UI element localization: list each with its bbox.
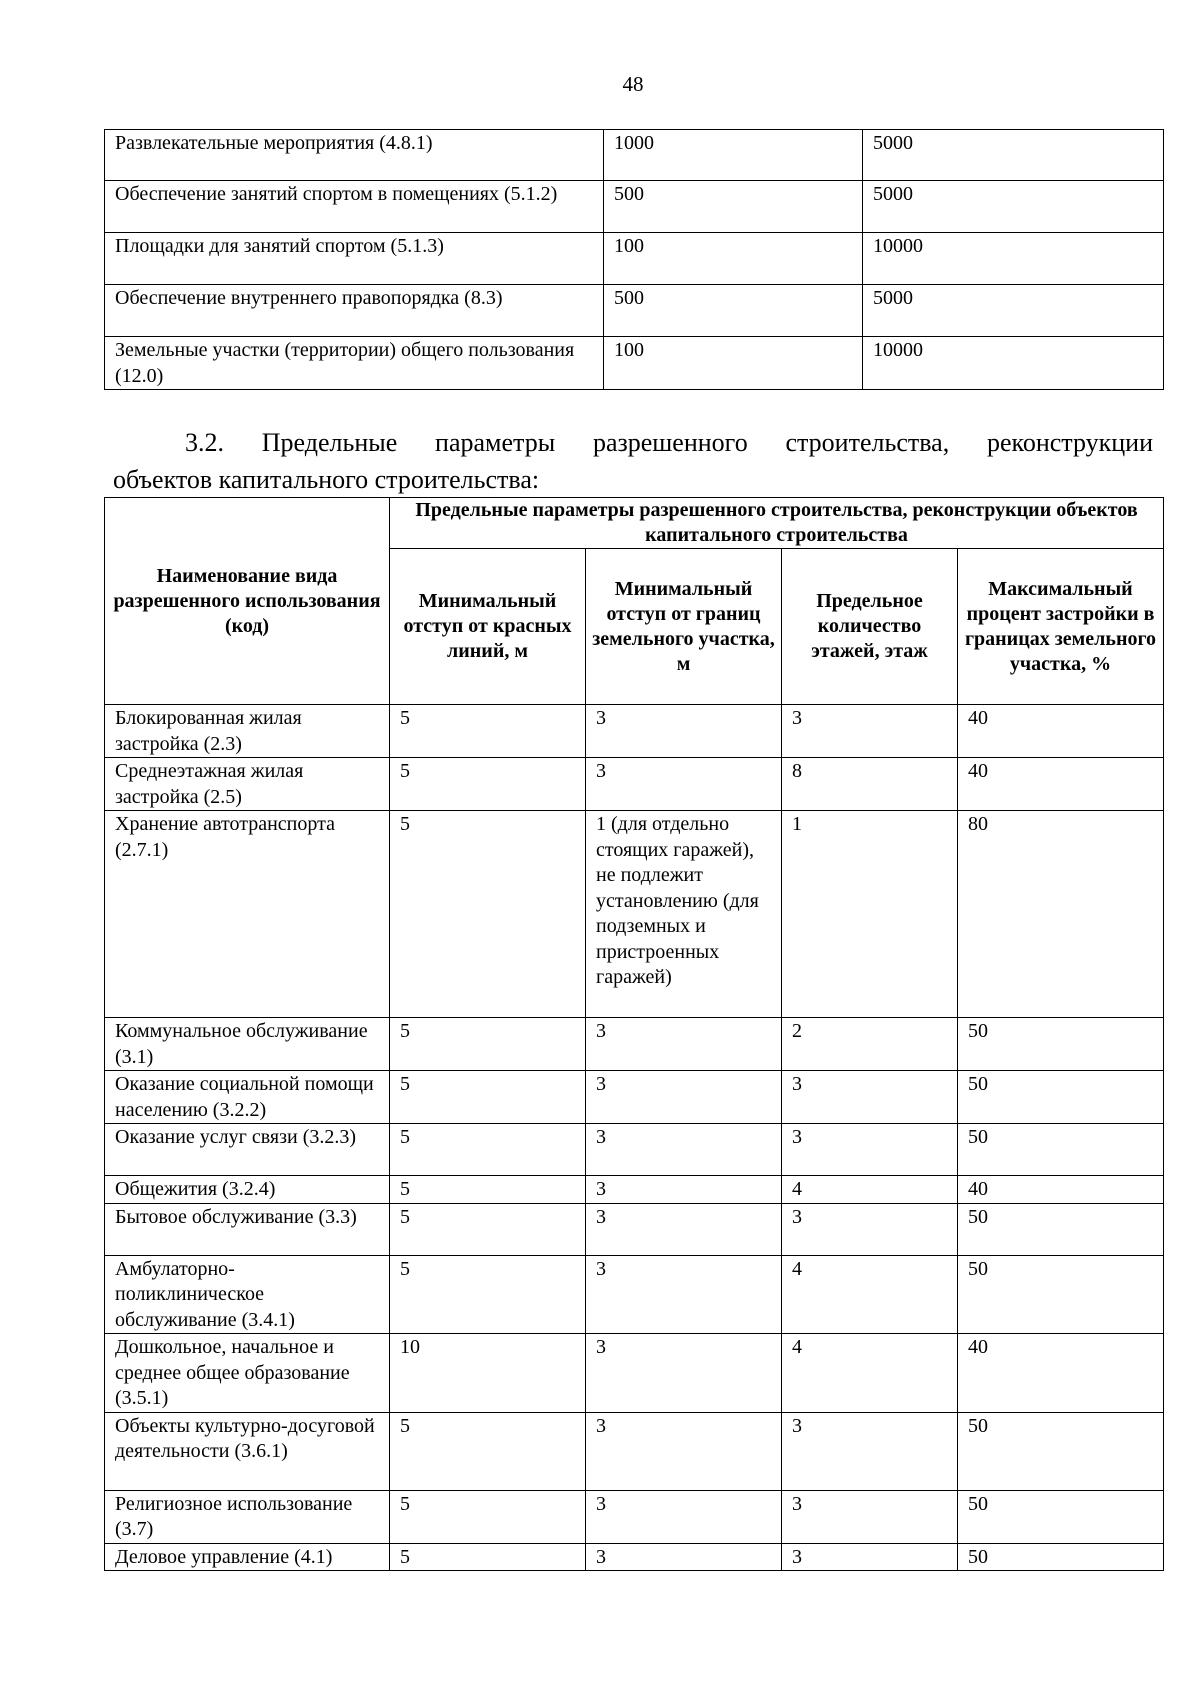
usage-name-cell: Амбулаторно-поликлиническое обслуживание (3.4.1) (105, 1255, 390, 1334)
table-row (105, 1124, 1164, 1176)
floors-cell: 3 (782, 1071, 958, 1124)
floors-cell: 1 (782, 811, 958, 1018)
boundary-offset-cell: 3 (586, 1412, 782, 1490)
min-area-cell: 500 (604, 285, 863, 337)
min-area-cell: 100 (604, 337, 863, 390)
red-line-offset-cell: 5 (390, 1543, 586, 1571)
boundary-offset-cell: 3 (586, 758, 782, 811)
table-row (105, 705, 1164, 758)
red-line-offset-cell: 5 (390, 811, 586, 1018)
table-row (105, 811, 1164, 1018)
section-heading-line1: 3.2. Предельные параметры разрешенного строительства, реконструкции (185, 428, 1153, 457)
coverage-cell: 50 (958, 1543, 1164, 1571)
min-area-cell: 1000 (604, 130, 863, 181)
usage-name-cell: Земельные участки (территории) общего пользования (12.0) (105, 337, 604, 390)
red-line-offset-cell: 5 (390, 1203, 586, 1255)
usage-name-cell: Хранение автотранспорта (2.7.1) (105, 811, 390, 1018)
red-line-offset-cell: 5 (390, 758, 586, 811)
max-area-cell: 5000 (863, 181, 1164, 233)
red-line-offset-cell: 5 (390, 1124, 586, 1176)
max-area-cell: 10000 (863, 233, 1164, 285)
table-row (105, 337, 1164, 390)
usage-name-cell: Общежития (3.2.4) (105, 1176, 390, 1204)
max-area-cell: 5000 (863, 130, 1164, 181)
boundary-offset-cell: 3 (586, 1334, 782, 1413)
table-row (105, 1203, 1164, 1255)
usage-name-cell: Коммунальное обслуживание (3.1) (105, 1018, 390, 1071)
coverage-cell: 40 (958, 705, 1164, 758)
boundary-offset-cell: 3 (586, 1255, 782, 1334)
table-row (105, 1543, 1164, 1571)
page-number: 48 (622, 72, 644, 96)
coverage-cell: 50 (958, 1071, 1164, 1124)
red-line-offset-cell: 10 (390, 1334, 586, 1413)
header-max-floors: Предельное количество этажей, этаж (782, 549, 958, 705)
boundary-offset-cell: 1 (для отдельно стоящих гаражей), не подлежит установлению (для подземных и пристроенных гаражей) (586, 811, 782, 1018)
floors-cell: 4 (782, 1176, 958, 1204)
usage-name-cell: Дошкольное, начальное и среднее общее образование (3.5.1) (105, 1334, 390, 1413)
floors-cell: 3 (782, 1490, 958, 1543)
table-row (105, 1412, 1164, 1490)
coverage-cell: 50 (958, 1255, 1164, 1334)
floors-cell: 4 (782, 1334, 958, 1413)
construction-parameters-table (104, 497, 1164, 1571)
header-usage-name: Наименование вида разрешенного использования (код) (105, 498, 390, 705)
min-area-cell: 500 (604, 181, 863, 233)
boundary-offset-cell: 3 (586, 1071, 782, 1124)
red-line-offset-cell: 5 (390, 1255, 586, 1334)
red-line-offset-cell: 5 (390, 1490, 586, 1543)
table-row (105, 1255, 1164, 1334)
floors-cell: 3 (782, 1543, 958, 1571)
table-row (105, 1071, 1164, 1124)
table-row (105, 1018, 1164, 1071)
coverage-cell: 50 (958, 1203, 1164, 1255)
coverage-cell: 80 (958, 811, 1164, 1018)
header-parameters-group: Предельные параметры разрешенного строительства, реконструкции объектов капитального строительства (390, 498, 1164, 549)
boundary-offset-cell: 3 (586, 1124, 782, 1176)
table-row (105, 1176, 1164, 1204)
usage-name-cell: Оказание социальной помощи населению (3.2.2) (105, 1071, 390, 1124)
boundary-offset-cell: 3 (586, 1203, 782, 1255)
floors-cell: 4 (782, 1255, 958, 1334)
coverage-cell: 50 (958, 1018, 1164, 1071)
red-line-offset-cell: 5 (390, 1412, 586, 1490)
table-row (105, 285, 1164, 337)
usage-name-cell: Оказание услуг связи (3.2.3) (105, 1124, 390, 1176)
coverage-cell: 40 (958, 1176, 1164, 1204)
floors-cell: 3 (782, 1124, 958, 1176)
section-heading-line2: объектов капитального строительства: (113, 465, 540, 494)
usage-name-cell: Обеспечение занятий спортом в помещениях (5.1.2) (105, 181, 604, 233)
coverage-cell: 50 (958, 1124, 1164, 1176)
usage-name-cell: Деловое управление (4.1) (105, 1543, 390, 1571)
max-area-cell: 10000 (863, 337, 1164, 390)
table-row (105, 1490, 1164, 1543)
red-line-offset-cell: 5 (390, 1071, 586, 1124)
boundary-offset-cell: 3 (586, 705, 782, 758)
red-line-offset-cell: 5 (390, 1176, 586, 1204)
usage-name-cell: Блокированная жилая застройка (2.3) (105, 705, 390, 758)
boundary-offset-cell: 3 (586, 1543, 782, 1571)
header-min-offset-boundaries: Минимальный отступ от границ земельного участка, м (586, 549, 782, 705)
usage-name-cell: Обеспечение внутреннего правопорядка (8.3) (105, 285, 604, 337)
table-row (105, 181, 1164, 233)
floors-cell: 2 (782, 1018, 958, 1071)
boundary-offset-cell: 3 (586, 1176, 782, 1204)
floors-cell: 3 (782, 705, 958, 758)
coverage-cell: 40 (958, 758, 1164, 811)
red-line-offset-cell: 5 (390, 705, 586, 758)
section-heading (113, 424, 1153, 498)
lot-size-table-continued (104, 129, 1164, 390)
coverage-cell: 50 (958, 1490, 1164, 1543)
coverage-cell: 50 (958, 1412, 1164, 1490)
boundary-offset-cell: 3 (586, 1018, 782, 1071)
header-max-coverage: Максимальный процент застройки в границах земельного участка, % (958, 549, 1164, 705)
usage-name-cell: Площадки для занятий спортом (5.1.3) (105, 233, 604, 285)
table-row (105, 233, 1164, 285)
floors-cell: 3 (782, 1203, 958, 1255)
red-line-offset-cell: 5 (390, 1018, 586, 1071)
coverage-cell: 40 (958, 1334, 1164, 1413)
usage-name-cell: Среднеэтажная жилая застройка (2.5) (105, 758, 390, 811)
boundary-offset-cell: 3 (586, 1490, 782, 1543)
table-row (105, 758, 1164, 811)
table-row (105, 130, 1164, 181)
table-row (105, 1334, 1164, 1413)
usage-name-cell: Развлекательные мероприятия (4.8.1) (105, 130, 604, 181)
floors-cell: 3 (782, 1412, 958, 1490)
usage-name-cell: Религиозное использование (3.7) (105, 1490, 390, 1543)
header-min-offset-red-lines: Минимальный отступ от красных линий, м (390, 549, 586, 705)
floors-cell: 8 (782, 758, 958, 811)
usage-name-cell: Объекты культурно-досуговой деятельности (3.6.1) (105, 1412, 390, 1490)
min-area-cell: 100 (604, 233, 863, 285)
max-area-cell: 5000 (863, 285, 1164, 337)
usage-name-cell: Бытовое обслуживание (3.3) (105, 1203, 390, 1255)
